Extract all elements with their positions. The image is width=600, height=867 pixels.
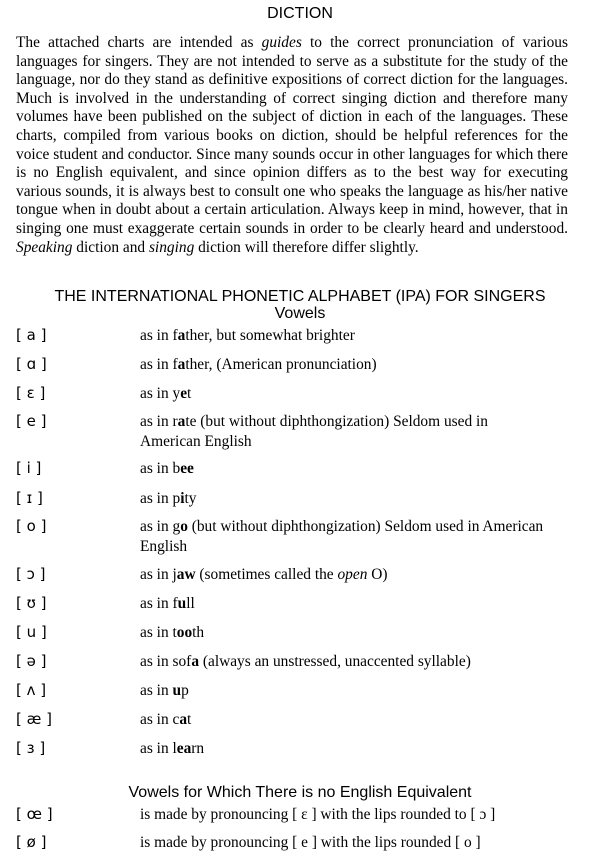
ipa-symbol: [ œ ]	[16, 805, 53, 823]
vowel-description	[140, 412, 550, 451]
description-text: as in g	[140, 518, 181, 535]
description-text: t	[187, 385, 192, 402]
example-highlight: aw	[176, 566, 196, 583]
intro-text-6: diction will therefore differ slightly.	[194, 238, 419, 256]
intro-paragraph	[16, 34, 568, 257]
ipa-symbol: [ i ]	[16, 459, 42, 477]
example-highlight: a	[177, 327, 186, 344]
description-text: as in c	[140, 711, 180, 728]
ipa-symbol: [ e ]	[16, 412, 47, 430]
ipa-symbol: [ a ]	[16, 326, 47, 344]
description-text: ther, (American pronunciation)	[185, 356, 377, 373]
intro-italic-speaking: Speaking	[16, 238, 73, 256]
intro-italic-guides: guides	[261, 34, 302, 51]
ipa-section-title: THE INTERNATIONAL PHONETIC ALPHABET (IPA) FOR SINGERS	[54, 288, 546, 305]
description-text: te (but without diphthongization) Seldom used in American English	[140, 413, 488, 450]
vowel-description	[140, 384, 550, 404]
ipa-symbol: [ u ]	[16, 623, 47, 641]
ipa-symbol: [ ɑ ]	[16, 355, 47, 373]
italic-term: open	[337, 566, 368, 583]
vowel-description	[140, 681, 550, 701]
description-text: ll	[186, 595, 195, 612]
description-text: as in f	[140, 327, 178, 344]
description-text: (always an unstressed, unaccented syllable)	[199, 653, 471, 670]
ipa-symbol: [ ɪ ]	[16, 489, 43, 507]
ipa-symbol: [ ʊ ]	[16, 594, 47, 612]
description-text: as in f	[140, 356, 178, 373]
description-text: ty	[184, 490, 197, 507]
no-equivalent-description: is made by pronouncing [ e ] with the lips rounded [ o ]	[140, 834, 481, 851]
vowels-heading: Vowels	[274, 305, 326, 322]
example-highlight: i	[180, 490, 185, 507]
description-text: p	[181, 682, 189, 699]
intro-text-2: to the correct pronunciation of various languages for singers. They are not intended to serve as a substitute for the study of the language, nor do they stand as definitive expositions of correct diction for the languages. Much is involved in the understanding of correct singing diction and therefore many volumes have been published on the subject of diction in each of the languages. These charts, compiled from various books on diction, should be helpful references for the voice student and conductor. Since many sounds occur in other languages for which there is no English equivalent, and since opinion differs as to the best way for executing various sounds, it is always best to consult one who speaks the language as his/her native tongue when in doubt about a certain articulation. Always keep in mind, however, that in singing one must exaggerate certain sounds in order to be clearly heard and understood.	[16, 34, 568, 237]
example-highlight: u	[172, 682, 182, 699]
vowel-description	[140, 517, 550, 556]
example-highlight: a	[177, 356, 186, 373]
example-highlight: a	[179, 711, 188, 728]
description-text: (but without diphthongization) Seldom used in American English	[140, 518, 544, 555]
example-highlight: oo	[176, 624, 193, 641]
description-text: as in t	[140, 624, 177, 641]
example-highlight: e	[180, 385, 188, 402]
description-text: rn	[191, 740, 205, 757]
example-highlight: ee	[180, 460, 194, 477]
description-text: (sometimes called the	[195, 566, 338, 583]
example-highlight: a	[191, 653, 200, 670]
description-text: as in j	[140, 566, 177, 583]
description-text: as in f	[140, 595, 178, 612]
ipa-symbol: [ o ]	[16, 517, 47, 535]
example-highlight: ea	[176, 740, 192, 757]
vowel-description	[140, 594, 550, 614]
vowel-description	[140, 459, 550, 479]
ipa-symbol: [ ə ]	[16, 652, 47, 670]
ipa-symbol: [ ɜ ]	[16, 739, 46, 757]
description-text: as in r	[140, 413, 178, 430]
intro-italic-singing: singing	[148, 238, 195, 256]
page-title: DICTION	[267, 5, 333, 22]
vowel-description	[140, 710, 550, 730]
intro-text-4: diction and	[72, 238, 149, 256]
description-text: O)	[367, 566, 388, 583]
vowel-description	[140, 326, 550, 346]
ipa-symbol: [ ʌ ]	[16, 681, 47, 699]
description-text: as in sof	[140, 653, 192, 670]
ipa-symbol: [ ø ]	[16, 833, 47, 851]
example-highlight: a	[177, 413, 186, 430]
description-text: as in p	[140, 490, 181, 507]
vowel-description	[140, 652, 550, 672]
no-equivalent-heading: Vowels for Which There is no English Equivalent	[128, 784, 472, 801]
description-text: as in	[140, 682, 173, 699]
vowel-description	[140, 355, 550, 375]
no-equivalent-description: is made by pronouncing [ ɛ ] with the lips rounded to [ ɔ ]	[140, 806, 496, 823]
example-highlight: u	[177, 595, 187, 612]
vowel-description	[140, 489, 550, 509]
intro-text-1: The attached charts are intended as	[16, 34, 262, 51]
ipa-symbol: [ æ ]	[16, 710, 52, 728]
description-text: t	[187, 711, 192, 728]
vowel-description	[140, 739, 550, 759]
description-text: ther, but somewhat brighter	[185, 327, 355, 344]
vowel-description	[140, 623, 550, 643]
description-text: as in l	[140, 740, 177, 757]
ipa-symbol: [ ɛ ]	[16, 384, 46, 402]
description-text: th	[192, 624, 205, 641]
vowel-description	[140, 565, 550, 585]
description-text: as in y	[140, 385, 181, 402]
example-highlight: o	[180, 518, 188, 535]
ipa-symbol: [ ɔ ]	[16, 565, 46, 583]
description-text: as in b	[140, 460, 181, 477]
